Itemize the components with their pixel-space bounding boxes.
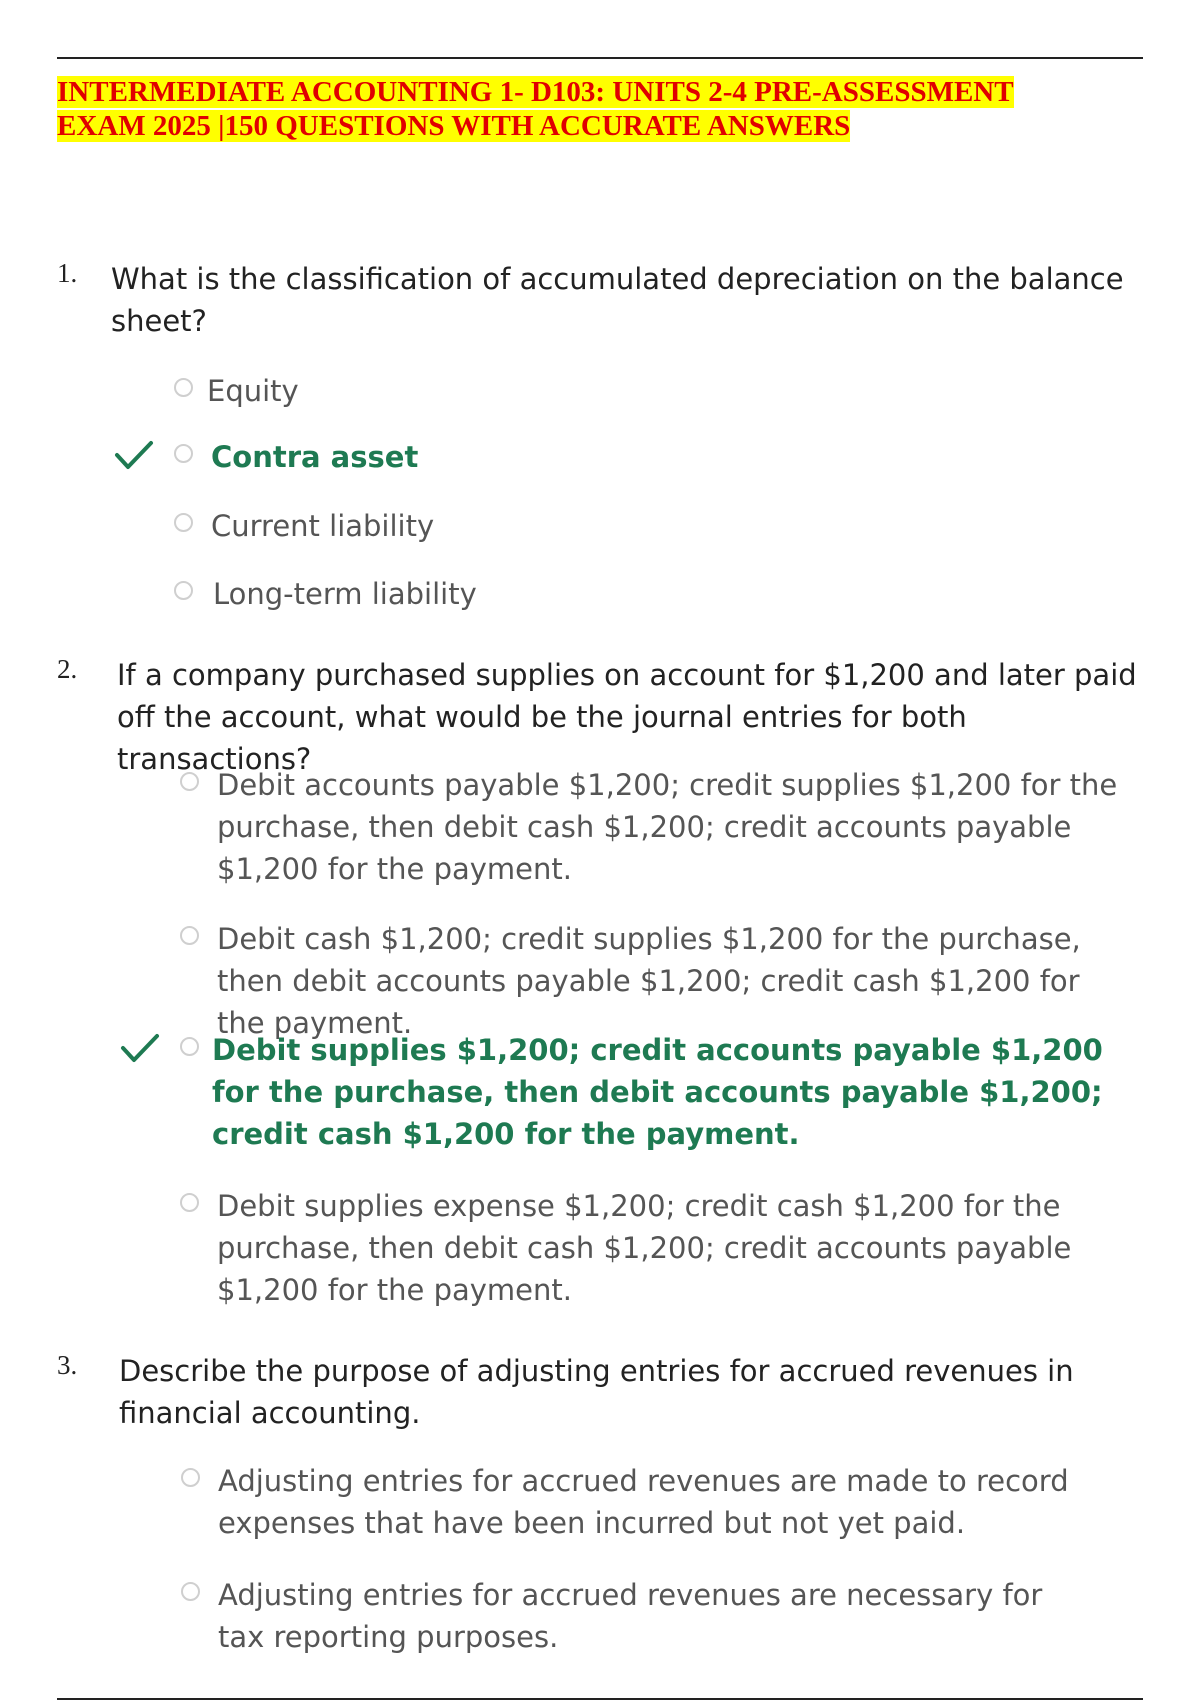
radio-button[interactable] [174,513,193,532]
question-text: What is the classification of accumulated depreciation on the balance sheet? [111,262,1124,338]
option-text: Contra asset [211,440,419,474]
question-number: 2. [57,654,78,684]
title-line-1: INTERMEDIATE ACCOUNTING 1- D103: UNITS 2-4 PRE-ASSESSMENT [57,76,1014,108]
option-text: Debit supplies $1,200; credit accounts payable $1,200 for the purchase, then debit accounts payable $1,200; credit cash $1,200 for the payment. [212,1033,1103,1151]
checkmark-icon [114,438,154,472]
option-text: Current liability [211,509,435,543]
title-line-2: EXAM 2025 |150 QUESTIONS WITH ACCURATE ANSWERS [57,110,851,142]
option-text: Adjusting entries for accrued revenues are made to record expenses that have been incurred but not yet paid. [218,1464,1069,1540]
question-text: If a company purchased supplies on account for $1,200 and later paid off the account, what would be the journal entries for both transactions? [117,658,1137,776]
radio-button[interactable] [174,378,193,397]
top-rule [57,57,1143,59]
radio-button[interactable] [180,772,199,791]
radio-button[interactable] [181,1582,200,1601]
radio-button[interactable] [180,926,199,945]
radio-button[interactable] [180,1037,199,1056]
option-text: Debit accounts payable $1,200; credit supplies $1,200 for the purchase, then debit cash $1,200; credit accounts payable $1,200 for the payment. [217,768,1118,886]
option-text: Debit supplies expense $1,200; credit cash $1,200 for the purchase, then debit cash $1,200; credit accounts payable $1,200 for the payment. [217,1189,1072,1307]
radio-button[interactable] [181,1468,200,1487]
option-text: Equity [207,374,299,408]
question-text: Describe the purpose of adjusting entries for accrued revenues in financial accounting. [119,1354,1074,1430]
document-title [57,75,1077,143]
question-number: 1. [57,258,78,288]
question-number: 3. [57,1350,78,1380]
checkmark-icon [120,1031,160,1065]
radio-button[interactable] [174,444,193,463]
radio-button[interactable] [174,581,193,600]
option-text: Adjusting entries for accrued revenues are necessary for tax reporting purposes. [218,1578,1043,1654]
radio-button[interactable] [180,1193,199,1212]
option-text: Debit cash $1,200; credit supplies $1,200 for the purchase, then debit accounts payable $1,200; credit cash $1,200 for the payment. [217,922,1081,1040]
option-text: Long-term liability [213,577,477,611]
